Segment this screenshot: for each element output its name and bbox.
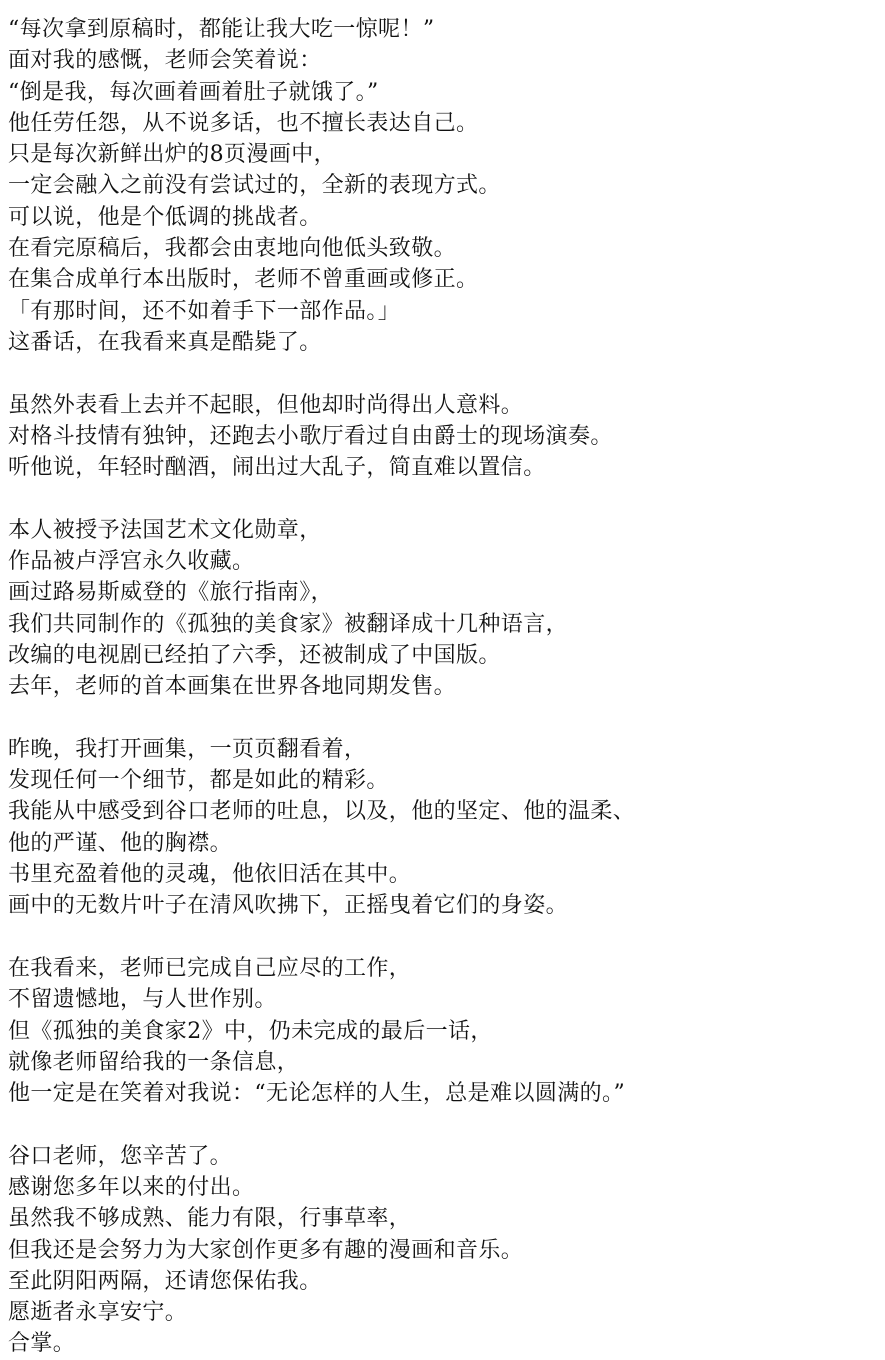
text-line: “倒是我，每次画着画着肚子就饿了。” xyxy=(8,79,379,105)
text-line: 不留遗憾地，与人世作别。 xyxy=(8,987,277,1013)
text-line: 在集合成单行本出版时，老师不曾重画或修正。 xyxy=(8,267,479,293)
paragraph-4 xyxy=(8,734,885,922)
text-line: 这番话，在我看来真是酷毙了。 xyxy=(8,329,322,355)
text-line: 他的严谨、他的胸襟。 xyxy=(8,830,233,856)
text-line: 虽然我不够成熟、能力有限，行事草率， xyxy=(8,1206,412,1232)
text-line: 他任劳任怨，从不说多话，也不擅长表达自己。 xyxy=(8,110,479,136)
text-line: 他一定是在笑着对我说：“无论怎样的人生，总是难以圆满的。” xyxy=(8,1081,626,1107)
text-line: 画中的无数片叶子在清风吹拂下，正摇曳着它们的身姿。 xyxy=(8,893,569,919)
paragraph-6 xyxy=(8,1141,885,1360)
text-line: 只是每次新鲜出炉的8页漫画中， xyxy=(8,142,336,168)
text-line: 一定会融入之前没有尝试过的，全新的表现方式。 xyxy=(8,173,501,199)
paragraph-2 xyxy=(8,390,885,484)
text-line: 可以说，他是个低调的挑战者。 xyxy=(8,204,322,230)
text-line: 我能从中感受到谷口老师的吐息，以及，他的坚定、他的温柔、 xyxy=(8,799,636,825)
text-line: 听他说，年轻时酗酒，闹出过大乱子，简直难以置信。 xyxy=(8,455,546,481)
text-line: 作品被卢浮宫永久收藏。 xyxy=(8,549,255,575)
text-line: 改编的电视剧已经拍了六季，还被制成了中国版。 xyxy=(8,642,501,668)
text-line: 「有那时间，还不如着手下一部作品。」 xyxy=(8,298,401,324)
text-line: 面对我的感慨，老师会笑着说： xyxy=(8,48,322,74)
text-line: 去年，老师的首本画集在世界各地同期发售。 xyxy=(8,674,457,700)
text-line: 画过路易斯威登的《旅行指南》， xyxy=(8,580,334,606)
text-line: 感谢您多年以来的付出。 xyxy=(8,1174,255,1200)
text-line: 在我看来，老师已完成自己应尽的工作， xyxy=(8,955,412,981)
text-line: 在看完原稿后，我都会由衷地向他低头致敬。 xyxy=(8,236,457,262)
paragraph-1 xyxy=(8,14,885,358)
text-line: 本人被授予法国艺术文化勋章， xyxy=(8,517,322,543)
text-line: 昨晚，我打开画集，一页页翻看着， xyxy=(8,736,367,762)
text-line: 就像老师留给我的一条信息， xyxy=(8,1049,300,1075)
text-line: 至此阴阳两隔，还请您保佑我。 xyxy=(8,1268,322,1294)
text-line: 合掌。 xyxy=(8,1331,76,1357)
text-line: 虽然外表看上去并不起眼，但他却时尚得出人意料。 xyxy=(8,392,524,418)
text-line: 但我还是会努力为大家创作更多有趣的漫画和音乐。 xyxy=(8,1237,524,1263)
text-line: 我们共同制作的《孤独的美食家》被翻译成十几种语言， xyxy=(8,611,569,637)
text-line: 谷口老师，您辛苦了。 xyxy=(8,1143,233,1169)
paragraph-5 xyxy=(8,953,885,1109)
text-line: 对格斗技情有独钟，还跑去小歌厅看过自由爵士的现场演奏。 xyxy=(8,423,613,449)
text-line: “每次拿到原稿时，都能让我大吃一惊呢！” xyxy=(8,17,435,42)
text-line: 但《孤独的美食家2》中，仍未完成的最后一话， xyxy=(8,1018,493,1044)
text-line: 发现任何一个细节，都是如此的精彩。 xyxy=(8,768,389,794)
text-line: 愿逝者永享安宁。 xyxy=(8,1300,188,1326)
paragraph-3 xyxy=(8,515,885,703)
text-line: 书里充盈着他的灵魂，他依旧活在其中。 xyxy=(8,862,412,888)
document-body xyxy=(8,14,885,1360)
